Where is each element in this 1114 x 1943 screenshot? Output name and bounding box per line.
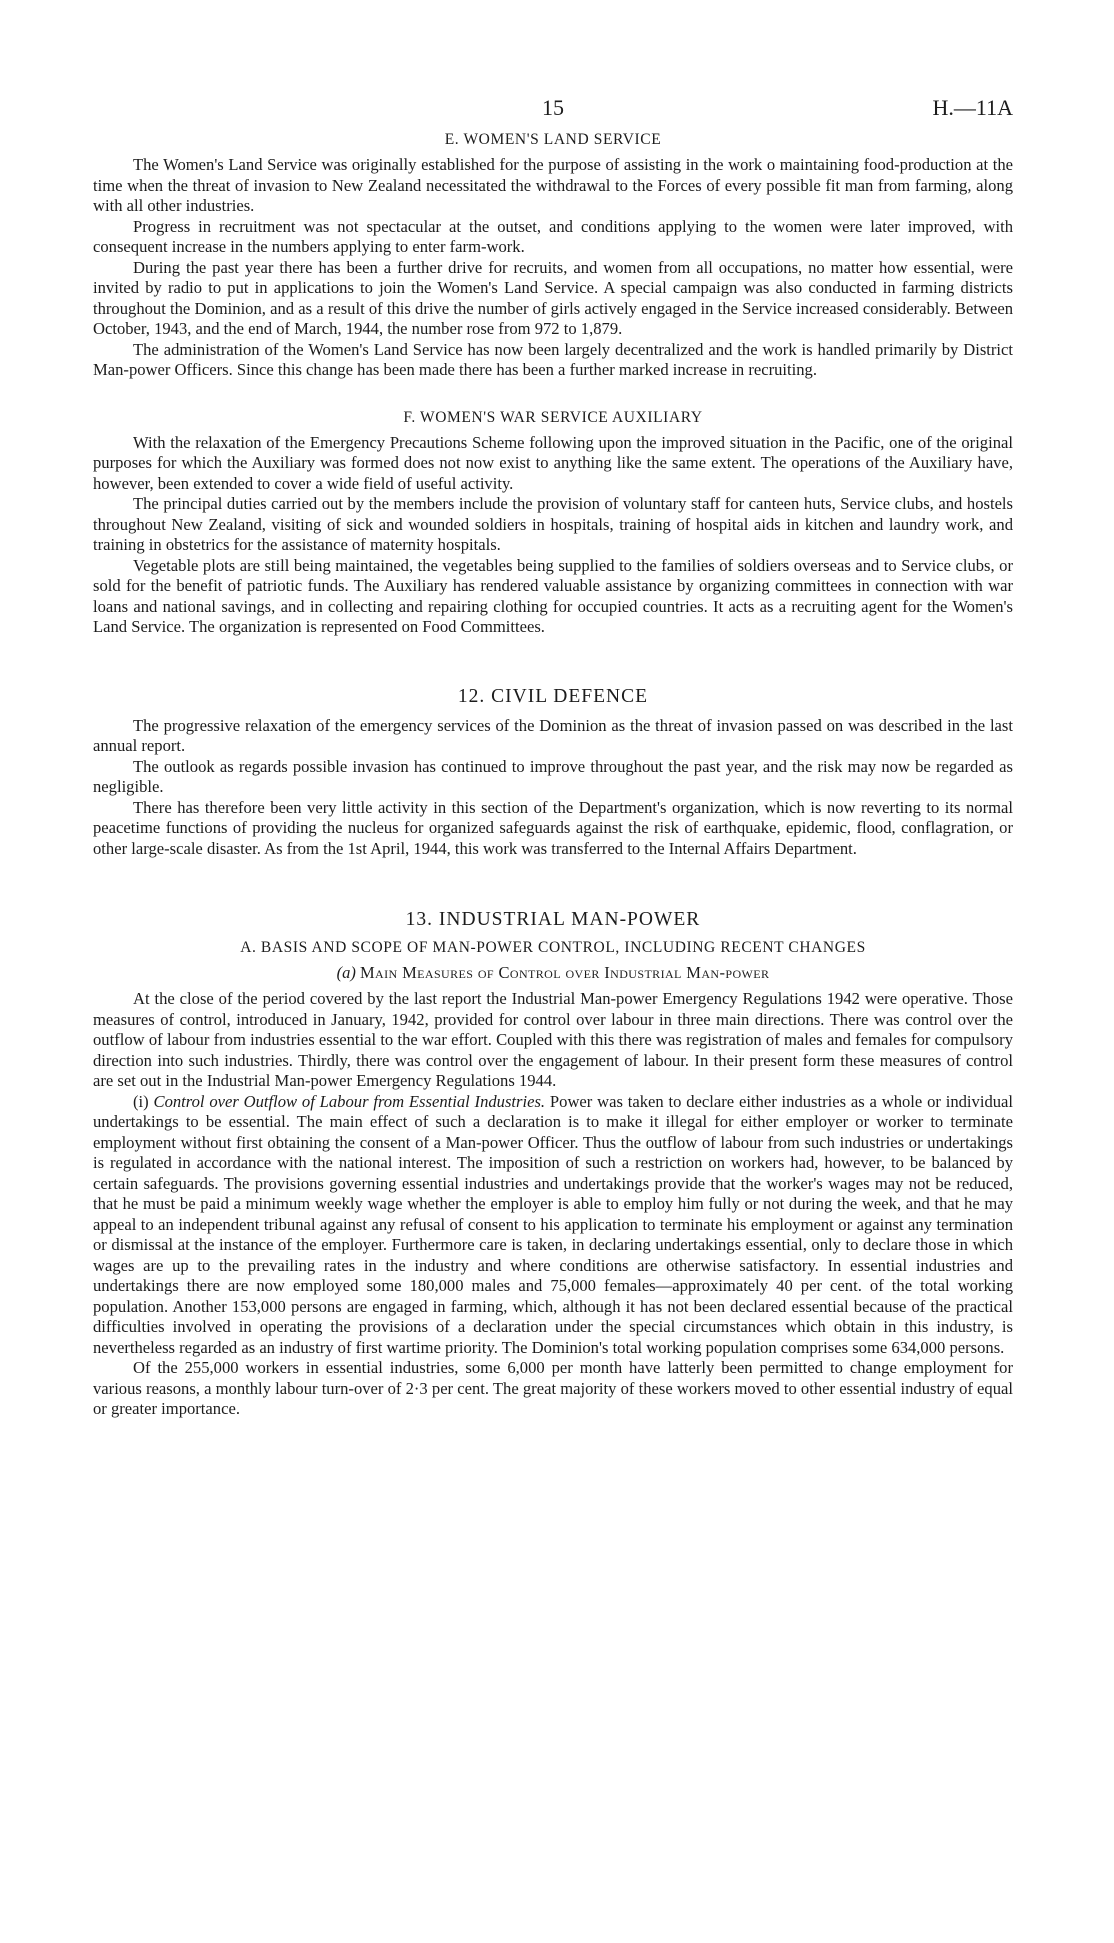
paragraph: During the past year there has been a further drive for recruits, and women from all occupations, no matter how essential, were invited by radio to put in applications to join the Women's Land Service. A special campaign was also conducted in farming districts throughout the Dominion, and as a result of this drive the number of girls actively engaged in the Service increased considerably. Between October, 1943, and the end of March, 1944, the number rose from 972 to 1,879. — [93, 257, 1013, 338]
item-text: Power was taken to declare either industries as a whole or individual undertakings to be essential. The main effect of such a declaration is to make it illegal for either employer or worker to terminate employment without first obtaining the consent of a Man-power Officer. Thus the outflow of labour from such industries or undertakings is regulated in accordance with the national interest. The imposition of such a restriction on workers had, however, to be balanced by certain safeguards. The provisions governing essential industries and undertakings provide that the worker's wages may not be reduced, that he must be paid a minimum weekly wage whether the employer is able to employ him fully or not during the week, and that he may appeal to an independent tribunal against any refusal of consent to his application to terminate his employment or against any termination or dismissal at the instance of the employer. Furthermore care is taken, in declaring undertakings essential, only to declare those in which wages are up to the prevailing rates in the industry and where conditions are otherwise satisfactory. In essential industries and undertakings there are now employed some 180,000 males and 75,000 females—approximately 40 per cent. of the total working population. Another 153,000 persons are engaged in farming, which, although it has not been declared essential because of the practical difficulties involved in operating the provisions of a declaration under the special circumstances which obtain in this industry, is nevertheless regarded as an industry of first wartime priority. The Dominion's total working population comprises some 634,000 persons. — [93, 1091, 1014, 1357]
section-civil-defence — [93, 686, 1013, 860]
paragraph-outflow-control — [93, 1092, 1013, 1359]
item-number: (i) — [133, 1091, 149, 1111]
measures-title: Main Measures of Control over Industrial Man-power — [359, 963, 770, 982]
paragraph: The Women's Land Service was originally established for the purpose of assisting in the work o maintaining food-production at the time when the threat of invasion to New Zealand necessitated the withdrawal to the Forces of every possible fit man from farming, along with all other industries. — [93, 155, 1013, 215]
section-heading: E. WOMEN'S LAND SERVICE — [444, 131, 662, 148]
section-heading: F. WOMEN'S WAR SERVICE AUXILIARY — [403, 408, 703, 426]
paragraph: The progressive relaxation of the emergency services of the Dominion as the threat of invasion passed on was described in the last annual report. — [93, 715, 1013, 755]
section-women-land-service — [93, 131, 1013, 381]
page-content — [93, 95, 1013, 1420]
section-women-war-service-auxiliary — [93, 409, 1013, 638]
page-header — [93, 95, 1013, 131]
document-reference: H.—11A — [932, 95, 1013, 120]
section-heading: 13. INDUSTRIAL MAN-POWER — [405, 909, 701, 930]
measures-heading — [93, 963, 1013, 983]
paragraph: There has therefore been very little activity in this section of the Department's organization, which is now reverting to its normal peacetime functions of providing the nucleus for organized safeguards against the risk of earthquake, epidemic, flood, conflagration, or other large-scale disaster. As from the 1st April, 1944, this work was transferred to the Internal Affairs Department. — [93, 797, 1013, 858]
paragraph: The administration of the Women's Land Service has now been largely decentralized and the work is handled primarily by District Man-power Officers. Since this change has been made there has been a further marked increase in recruiting. — [93, 339, 1013, 379]
item-title: Control over Outflow of Labour from Essential Industries. — [153, 1091, 546, 1111]
paragraph: The principal duties carried out by the members include the provision of voluntary staff for canteen huts, Service clubs, and hostels throughout New Zealand, visiting of sick and wounded soldiers in hospitals, training of hospital aids in kitchen and laundry work, and training in obstetrics for the assistance of maternity hospitals. — [93, 494, 1013, 554]
paragraph: Of the 255,000 workers in essential industries, some 6,000 per month have latterly been permitted to change employment for various reasons, a monthly labour turn-over of 2·3 per cent. The great majority of these workers moved to other essential industry of equal or greater importance. — [93, 1358, 1013, 1418]
section-industrial-manpower — [93, 909, 1013, 1420]
subsection-heading: A. BASIS AND SCOPE OF MAN-POWER CONTROL, INCLUDING RECENT CHANGES — [240, 939, 866, 956]
section-heading: 12. CIVIL DEFENCE — [457, 685, 649, 707]
paragraph: At the close of the period covered by the last report the Industrial Man-power Emergency Regulations 1942 were operative. Those measures of control, introduced in January, 1942, provided for control over labour in three main directions. There was control over the outflow of labour from industries essential to the war effort. Coupled with this there was registration of males and females for compulsory direction into such industries. Thirdly, there was control over the engagement of labour. In their present form these measures of control are set out in the Industrial Man-power Emergency Regulations 1944. — [93, 989, 1013, 1090]
paragraph: Progress in recruitment was not spectacular at the outset, and conditions applying to the women were later improved, with consequent increase in the numbers applying to enter farm-work. — [93, 216, 1013, 256]
paragraph: With the relaxation of the Emergency Precautions Scheme following upon the improved situation in the Pacific, one of the original purposes for which the Auxiliary was formed does not now exist to anything like the same extent. The operations of the Auxiliary have, however, been extended to cover a wide field of useful activity. — [93, 432, 1013, 493]
paragraph: Vegetable plots are still being maintained, the vegetables being supplied to the families of soldiers overseas and to Service clubs, or sold for the benefit of patriotic funds. The Auxiliary has rendered valuable assistance by organizing committees in connection with war loans and national savings, and in collecting and repairing clothing for occupied countries. It acts as a recruiting agent for the Women's Land Service. The organization is represented on Food Committees. — [93, 555, 1013, 636]
page-number: 15 — [542, 95, 564, 120]
paragraph: The outlook as regards possible invasion has continued to improve throughout the past year, and the risk may now be regarded as negligible. — [93, 756, 1013, 796]
measures-prefix: (a) — [336, 963, 356, 982]
